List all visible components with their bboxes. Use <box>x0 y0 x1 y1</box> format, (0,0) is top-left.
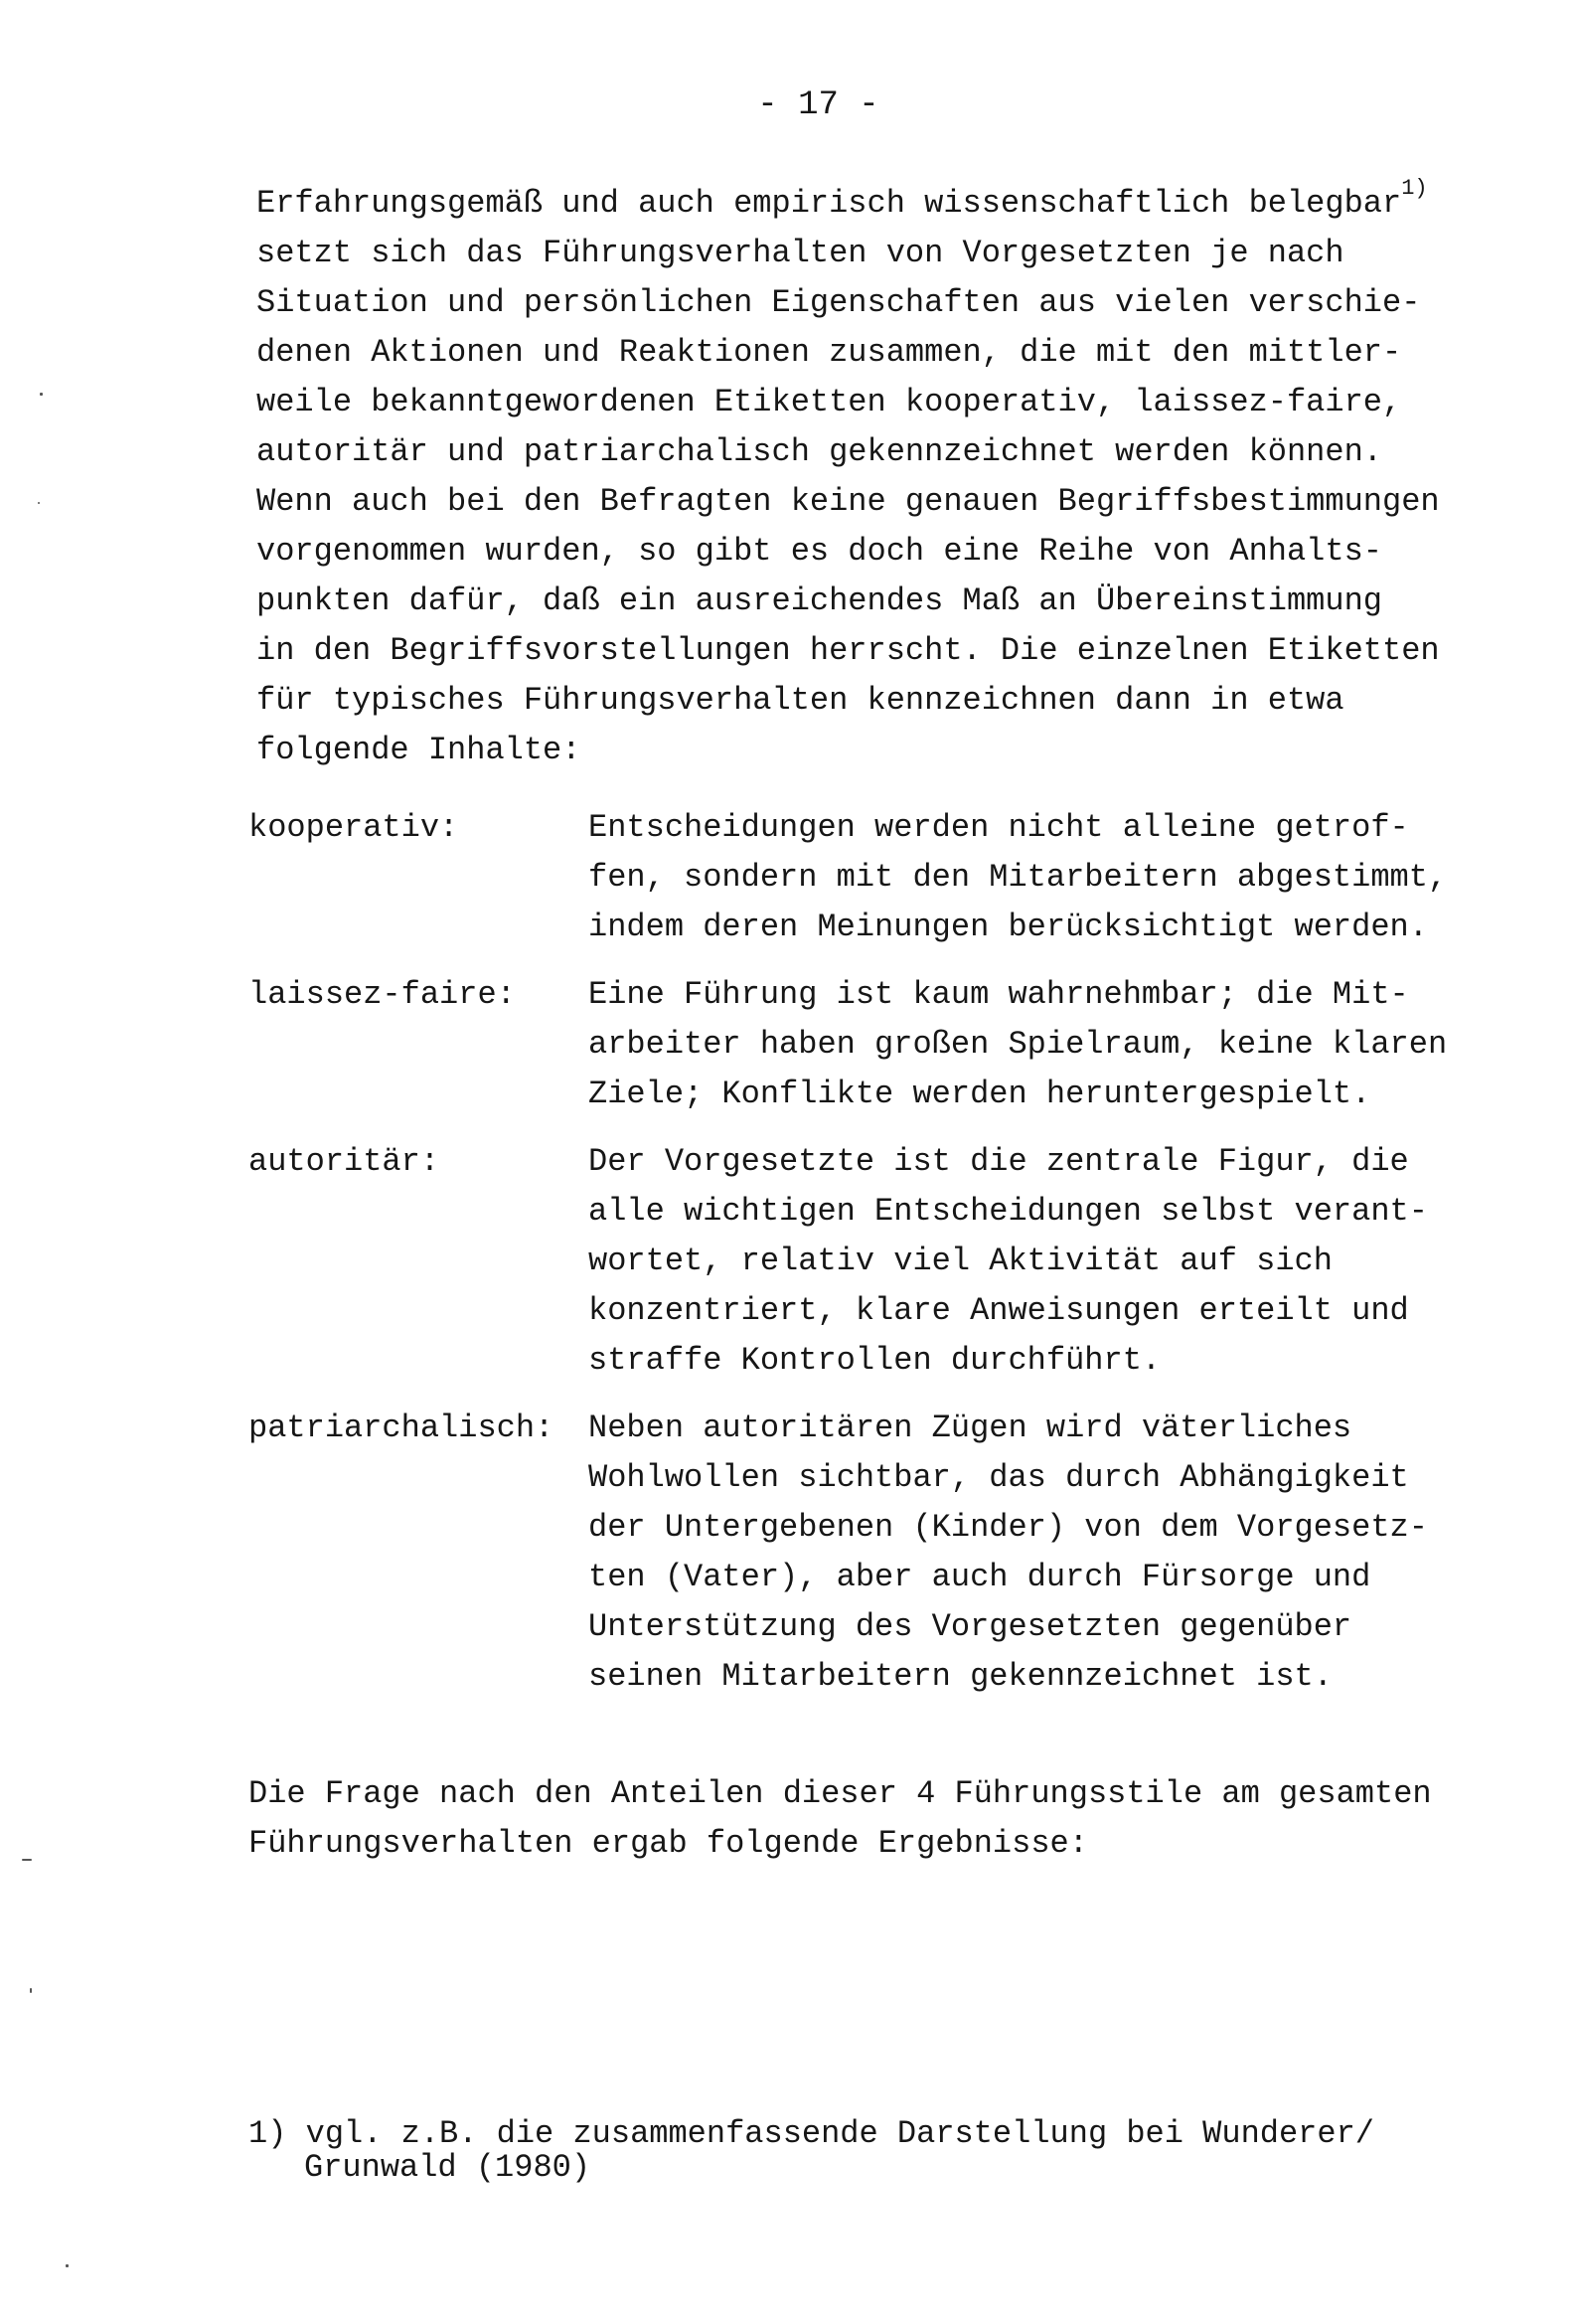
definition-term: kooperativ: <box>248 809 459 846</box>
intro-line-11: für typisches Führungsverhalten kennzeichnen dann in etwa <box>256 682 1344 719</box>
definition-term: patriarchalisch: <box>248 1410 554 1446</box>
definition-line: konzentriert, klare Anweisungen erteilt und <box>588 1292 1409 1329</box>
definition-line: alle wichtigen Entscheidungen selbst verant- <box>588 1193 1428 1230</box>
intro-line-3: Situation und persönlichen Eigenschaften aus vielen verschie- <box>256 284 1421 321</box>
intro-line-1-text: Erfahrungsgemäß und auch empirisch wissenschaftlich belegbar <box>256 185 1402 222</box>
definition-patriarchalisch <box>248 1404 1520 1702</box>
scan-mark <box>30 1988 32 1993</box>
footnote-line-1: 1) vgl. z.B. die zusammenfassende Darstellung bei Wunderer/ <box>248 2115 1374 2152</box>
definition-autoritaer <box>248 1137 1520 1386</box>
intro-line-4: denen Aktionen und Reaktionen zusammen, die mit den mittler- <box>256 334 1402 371</box>
intro-line-6: autoritär und patriarchalisch gekennzeichnet werden können. <box>256 433 1382 470</box>
scan-mark <box>22 1859 32 1861</box>
page-number: - 17 - <box>757 86 879 124</box>
intro-line-1 <box>256 176 1508 229</box>
closing-line-2: Führungsverhalten ergab folgende Ergebnisse: <box>248 1825 1088 1862</box>
definition-line: straffe Kontrollen durchführt. <box>588 1342 1162 1379</box>
definition-line: arbeiter haben großen Spielraum, keine klaren <box>588 1026 1448 1063</box>
footnote <box>248 2117 1520 2185</box>
intro-line-12: folgende Inhalte: <box>256 732 581 768</box>
closing-paragraph <box>248 1769 1520 1869</box>
definition-laissez-faire <box>248 970 1520 1119</box>
definition-body <box>588 1137 1520 1386</box>
definition-body <box>588 1404 1520 1702</box>
closing-line-1: Die Frage nach den Anteilen dieser 4 Führungsstile am gesamten <box>248 1775 1432 1812</box>
footnote-line-2: Grunwald (1980) <box>304 2149 591 2186</box>
intro-line-10: in den Begriffsvorstellungen herrscht. Die einzelnen Etiketten <box>256 632 1440 669</box>
scan-mark <box>66 2264 69 2267</box>
definition-line: Wohlwollen sichtbar, das durch Abhängigkeit <box>588 1459 1409 1496</box>
definition-list <box>248 803 1520 1720</box>
definition-line: Unterstützung des Vorgesetzten gegenüber <box>588 1608 1352 1645</box>
definition-kooperativ <box>248 803 1520 952</box>
definition-line: wortet, relativ viel Aktivität auf sich <box>588 1243 1333 1279</box>
definition-line: ten (Vater), aber auch durch Fürsorge und <box>588 1559 1371 1595</box>
footnote-marker[interactable]: 1) <box>1401 176 1428 201</box>
intro-line-2: setzt sich das Führungsverhalten von Vorgesetzten je nach <box>256 235 1344 271</box>
definition-line: indem deren Meinungen berücksichtigt werden. <box>588 909 1428 945</box>
definition-line: Ziele; Konflikte werden heruntergespielt. <box>588 1076 1371 1112</box>
definition-line: fen, sondern mit den Mitarbeitern abgestimmt, <box>588 859 1448 896</box>
definition-line: Der Vorgesetzte ist die zentrale Figur, die <box>588 1143 1409 1180</box>
intro-line-7: Wenn auch bei den Befragten keine genauen Begriffsbestimmungen <box>256 483 1440 520</box>
definition-line: Neben autoritären Zügen wird väterliches <box>588 1410 1352 1446</box>
definition-body <box>588 803 1520 952</box>
scan-mark <box>38 502 40 504</box>
definition-line: Entscheidungen werden nicht alleine getrof- <box>588 809 1409 846</box>
scan-mark <box>40 393 43 396</box>
definition-term: laissez-faire: <box>248 976 516 1013</box>
definition-line: der Untergebenen (Kinder) von dem Vorgesetz- <box>588 1509 1428 1546</box>
intro-paragraph <box>256 176 1508 775</box>
intro-line-5: weile bekanntgewordenen Etiketten kooperativ, laissez-faire, <box>256 384 1402 420</box>
definition-line: Eine Führung ist kaum wahrnehmbar; die Mit- <box>588 976 1409 1013</box>
intro-line-9: punkten dafür, daß ein ausreichendes Maß an Übereinstimmung <box>256 582 1382 619</box>
definition-line: seinen Mitarbeitern gekennzeichnet ist. <box>588 1658 1333 1695</box>
intro-line-8: vorgenommen wurden, so gibt es doch eine Reihe von Anhalts- <box>256 533 1382 570</box>
definition-body <box>588 970 1520 1119</box>
definition-term: autoritär: <box>248 1143 440 1180</box>
